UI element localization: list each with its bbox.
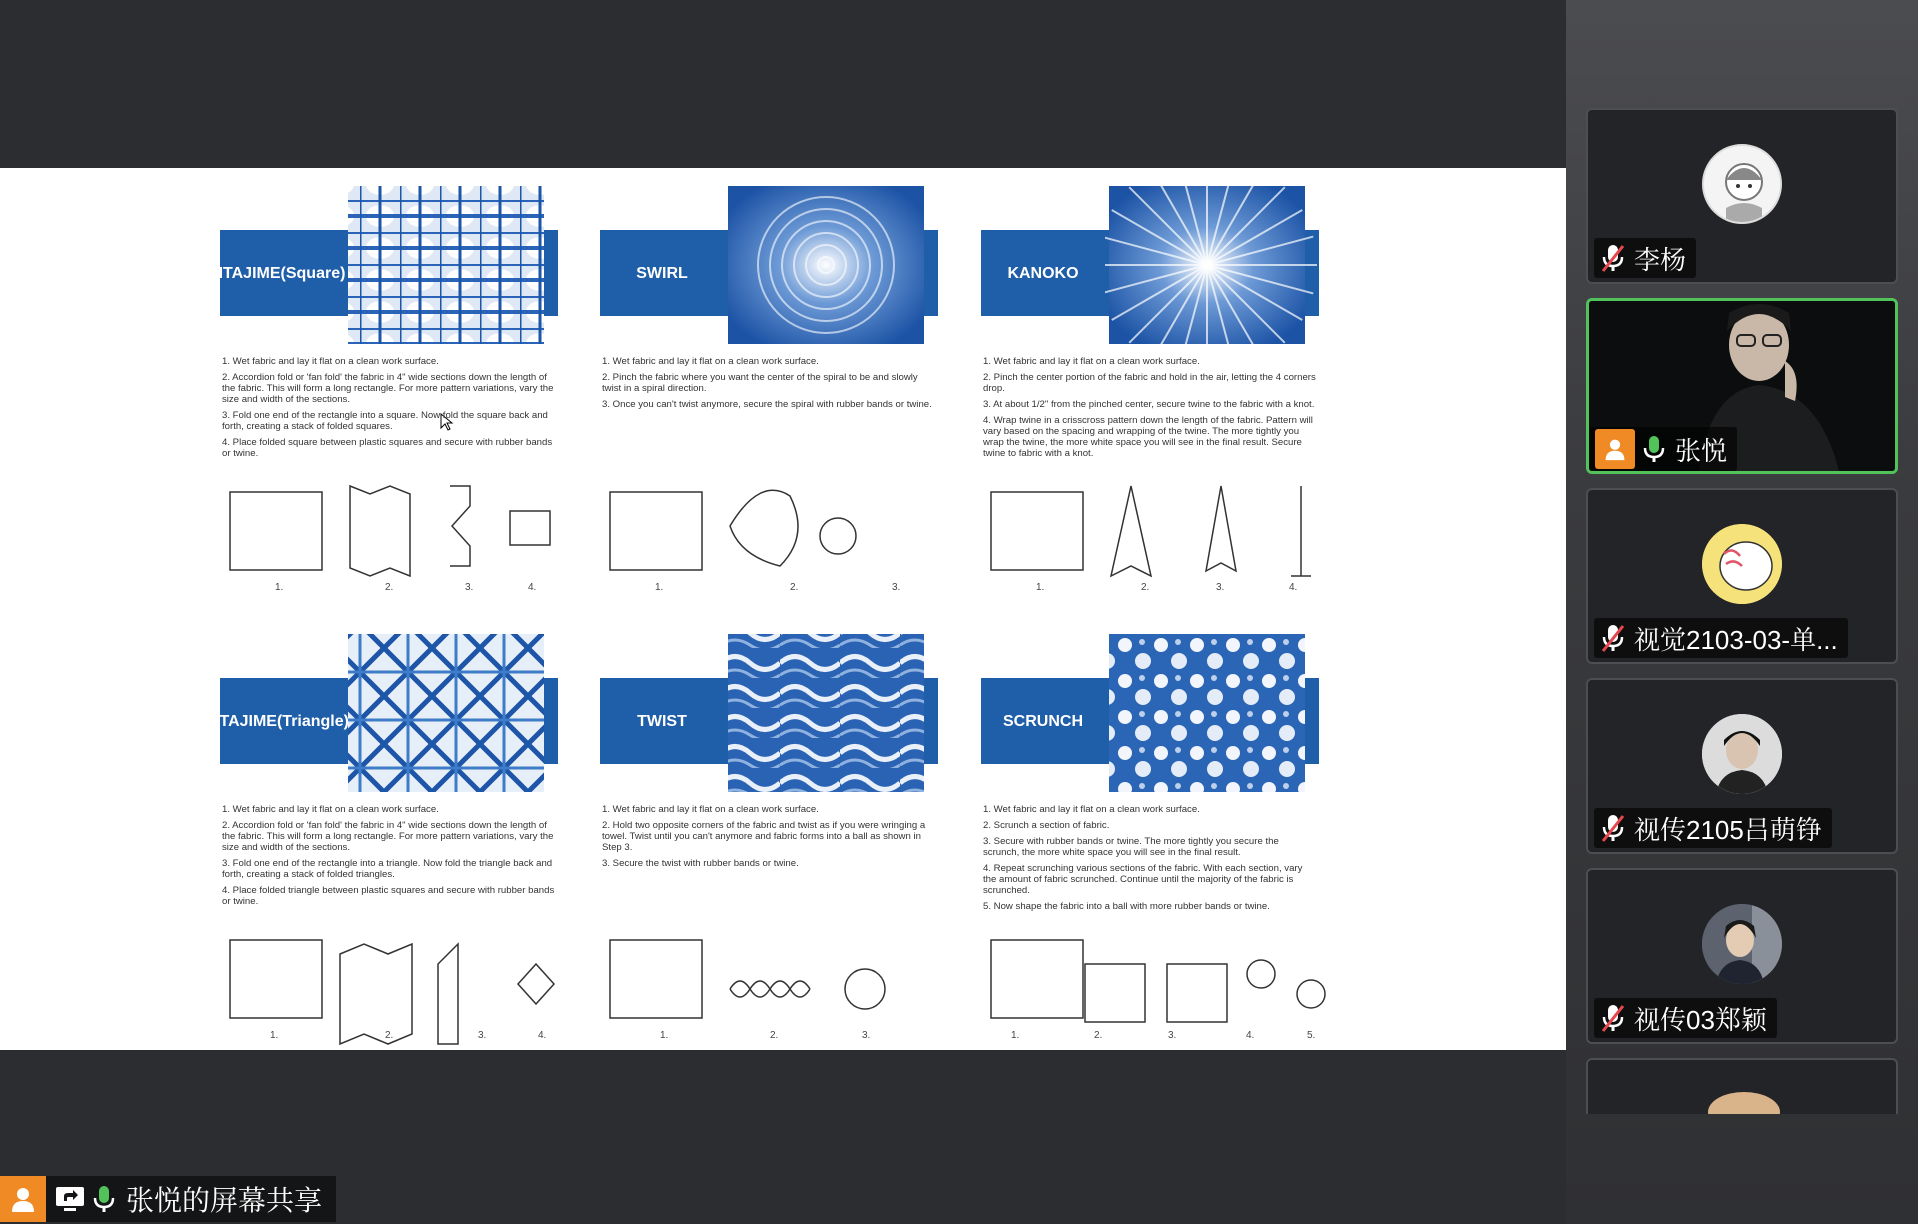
instruction-steps — [983, 356, 1317, 464]
panel-title — [981, 678, 1105, 764]
fold-diagram-step — [991, 940, 1083, 1018]
instruction-step: 1. Wet fabric and lay it flat on a clean work surface. — [222, 356, 439, 367]
mic-on-icon — [92, 1184, 116, 1214]
diagram-step-number: 4. — [538, 1030, 547, 1041]
instruction-step: 3. Once you can't twist anymore, secure the spiral with rubber bands or twine. — [602, 399, 932, 410]
diagram-step-number: 1. — [275, 582, 284, 593]
diagram-step-number: 2. — [770, 1030, 779, 1041]
diagram-step-number: 4. — [1289, 582, 1298, 593]
diagram-step-number: 1. — [270, 1030, 279, 1041]
mic-muted-icon — [1600, 813, 1626, 843]
instruction-steps — [222, 804, 556, 912]
diagram-step-number: 3. — [1168, 1030, 1177, 1041]
participant-tile-5[interactable] — [1586, 1058, 1898, 1114]
panel-title-line: ITAJIME — [215, 712, 277, 730]
instruction-steps — [983, 804, 1317, 917]
diagram-step-number: 5. — [1307, 1030, 1316, 1041]
participant-name-bar — [1594, 808, 1832, 848]
participant-tile-3[interactable] — [1586, 678, 1898, 854]
diagram-step-number: 2. — [790, 582, 799, 593]
instruction-steps — [602, 804, 936, 874]
screen-share-indicator[interactable] — [0, 1176, 336, 1222]
instruction-step: 3. Secure with rubber bands or twine. The more tightly you secure the scrunch, the more white space you will see in the final result. — [983, 836, 1279, 858]
instruction-step: 2. Accordion fold or 'fan fold' the fabric in 4" wide sections down the length of the fabric. This will form a long rectangle. For more pattern variations, vary the size and width of the sections. — [222, 372, 554, 405]
fold-diagram-step — [350, 486, 550, 576]
instruction-step: 1. Wet fabric and lay it flat on a clean work surface. — [602, 804, 819, 815]
instruction-step: 4. Wrap twine in a crisscross pattern down the length of the fabric. Pattern will vary based on the spacing and wrapping of the twine. The more tightly you wrap the twine, the more white space you will see in the final result. Secure twine to fabric with a knot. — [983, 415, 1313, 459]
fold-diagram-step — [610, 940, 702, 1018]
panel-title-line: (Triangle) — [276, 712, 349, 730]
fold-diagram-step — [1085, 960, 1325, 1022]
instruction-step: 2. Accordion fold or 'fan fold' the fabric in 4" wide sections down the length of the fabric. This will form a long rectangle. For more pattern variations, vary the size and width of the sections. — [222, 820, 554, 853]
instruction-step: 3. Fold one end of the rectangle into a square. Now fold the square back and forth, creating a stack of folded squares. — [222, 410, 548, 432]
instruction-steps — [222, 356, 556, 464]
diagram-step-number: 3. — [478, 1030, 487, 1041]
diagram-step-number: 4. — [528, 582, 537, 593]
diagram-step-number: 3. — [1216, 582, 1225, 593]
panel-title — [981, 230, 1105, 316]
instruction-step: 2. Pinch the center portion of the fabric and hold in the air, letting the 4 corners drop. — [983, 372, 1316, 394]
participant-name-bar — [1594, 238, 1696, 278]
fold-diagram-step — [610, 492, 702, 570]
fold-diagram-step — [230, 940, 322, 1018]
participant-name: 李杨 — [1634, 244, 1687, 275]
participant-tile-2[interactable] — [1586, 488, 1898, 664]
diagram-step-number: 3. — [892, 582, 901, 593]
panel-title-line: SWIRL — [636, 264, 688, 282]
diagram-step-number: 2. — [1094, 1030, 1103, 1041]
panel-title-line: TWIST — [637, 712, 687, 730]
mic-on-icon — [1641, 434, 1667, 464]
panel-title — [600, 230, 724, 316]
panel-title-line: KANOKO — [1007, 264, 1079, 282]
participant-tile-4[interactable] — [1586, 868, 1898, 1044]
instruction-steps — [602, 356, 936, 415]
instruction-step: 1. Wet fabric and lay it flat on a clean work surface. — [983, 356, 1200, 367]
instruction-step: 1. Wet fabric and lay it flat on a clean work surface. — [983, 804, 1200, 815]
host-icon — [0, 1176, 46, 1222]
instruction-step: 5. Now shape the fabric into a ball with more rubber bands or twine. — [983, 901, 1270, 912]
instruction-step: 4. Place folded square between plastic squares and secure with rubber bands or twine. — [222, 437, 553, 459]
panel-title-line: SCRUNCH — [1003, 712, 1083, 730]
host-icon — [1595, 429, 1635, 469]
fold-diagram-step — [230, 492, 322, 570]
instruction-step: 1. Wet fabric and lay it flat on a clean work surface. — [602, 356, 819, 367]
diagram-step-number: 2. — [385, 1030, 394, 1041]
participant-name: 视传2105吕萌铮 — [1634, 814, 1822, 845]
instruction-step: 2. Scrunch a section of fabric. — [983, 820, 1110, 831]
diagram-step-number: 2. — [1141, 582, 1150, 593]
instruction-step: 2. Hold two opposite corners of the fabric and twist as if you were wringing a towel. Twist until you can't anymore and fabric forms into a ball as shown in Step 3. — [602, 820, 926, 853]
screen-share-label: 张悦的屏幕共享 — [126, 1185, 323, 1216]
fold-diagram-step — [340, 944, 554, 1044]
instruction-step: 3. Fold one end of the rectangle into a triangle. Now fold the triangle back and forth, creating a stack of folded triangles. — [222, 858, 553, 880]
screen-share-icon — [54, 1184, 86, 1214]
participant-name-bar — [1594, 998, 1777, 1038]
participant-name: 视传03郑颖 — [1634, 1004, 1767, 1035]
avatar — [1702, 144, 1782, 224]
fold-diagram-step — [991, 492, 1083, 570]
diagram-step-number: 2. — [385, 582, 394, 593]
mic-muted-icon — [1600, 623, 1626, 653]
panel-title — [215, 678, 349, 764]
diagram-step-number: 1. — [1036, 582, 1045, 593]
panel-title-line: ITAJIME — [218, 264, 281, 282]
diagram-step-number: 4. — [1246, 1030, 1255, 1041]
panel-title-line: (Square) — [280, 264, 346, 282]
instruction-step: 4. Place folded triangle between plastic squares and secure with rubber bands or twine. — [222, 885, 555, 907]
panel-title — [220, 230, 344, 316]
instruction-step: 1. Wet fabric and lay it flat on a clean work surface. — [222, 804, 439, 815]
instruction-step: 3. At about 1/2" from the pinched center, secure twine to the fabric with a knot. — [983, 399, 1315, 410]
tie-dye-photo — [728, 634, 924, 792]
tie-dye-photo — [348, 634, 544, 792]
participant-tile-0[interactable] — [1586, 108, 1898, 284]
diagram-step-number: 3. — [862, 1030, 871, 1041]
avatar — [1708, 1092, 1780, 1114]
avatar — [1702, 904, 1782, 984]
instruction-step: 3. Secure the twist with rubber bands or twine. — [602, 858, 799, 869]
participant-name: 张悦 — [1675, 435, 1728, 466]
fold-diagram-step — [1111, 486, 1311, 576]
fold-diagram-step — [730, 969, 885, 1009]
participant-sidebar[interactable] — [1566, 0, 1918, 1224]
participant-name-bar — [1589, 427, 1737, 471]
diagram-step-number: 3. — [465, 582, 474, 593]
tie-dye-photo — [1109, 634, 1305, 792]
fold-diagram-step — [730, 490, 856, 566]
avatar — [1702, 524, 1782, 604]
tie-dye-photo — [348, 186, 544, 344]
participant-name: 视觉2103-03-单... — [1634, 624, 1838, 655]
participant-name-bar — [1594, 618, 1848, 658]
participant-tile-1[interactable] — [1586, 298, 1898, 474]
diagram-step-number: 1. — [660, 1030, 669, 1041]
instruction-step: 4. Repeat scrunching various sections of the fabric. With each section, vary the amount of fabric scrunched. Continue until the majority of the fabric is scrunched. — [983, 863, 1303, 896]
avatar — [1702, 714, 1782, 794]
diagram-step-number: 1. — [1011, 1030, 1020, 1041]
mic-muted-icon — [1600, 243, 1626, 273]
diagram-step-number: 1. — [655, 582, 664, 593]
instruction-step: 2. Pinch the fabric where you want the center of the spiral to be and slowly twist in a spiral direction. — [602, 372, 918, 394]
mic-muted-icon — [1600, 1003, 1626, 1033]
panel-title — [600, 678, 724, 764]
